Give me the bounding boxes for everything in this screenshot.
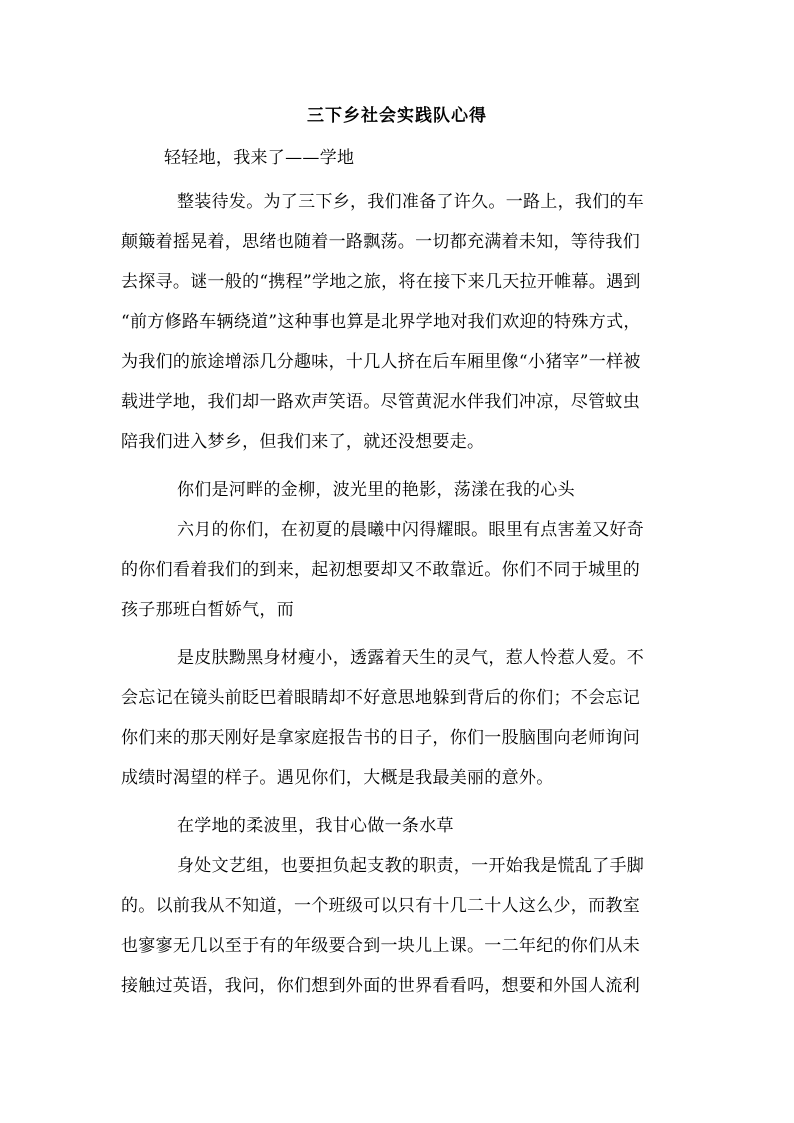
paragraph-line: 陪我们进入梦乡，但我们来了，就还没想要走。: [121, 432, 485, 452]
paragraph-line: 是皮肤黝黑身材瘦小，透露着天生的灵气，惹人怜惹人爱。不: [177, 648, 645, 668]
paragraph-line: 成绩时渴望的样子。遇见你们，大概是我最美丽的意外。: [121, 768, 554, 788]
section-heading: 在学地的柔波里，我甘心做一条水草: [177, 816, 454, 836]
paragraph-line: 载进学地，我们却一路欢声笑语。尽管黄泥水伴我们冲凉，尽管蚊虫: [121, 392, 640, 412]
paragraph-line: 为我们的旅途增添几分趣味，十几人挤在后车厢里像“小猪宰”一样被: [121, 352, 641, 372]
section-heading: 轻轻地，我来了——学地: [164, 148, 355, 168]
paragraph-line: “前方修路车辆绕道”这种事也算是北界学地对我们欢迎的特殊方式，: [121, 312, 641, 332]
paragraph-line: 颠簸着摇晃着，思绪也随着一路飘荡。一切都充满着未知，等待我们: [121, 232, 640, 252]
document-title: 三下乡社会实践队心得: [307, 106, 487, 126]
paragraph-line: 身处文艺组，也要担负起支教的职责，一开始我是慌乱了手脚: [177, 856, 645, 876]
paragraph-line: 的你们看着我们的到来，起初想要却又不敢靠近。你们不同于城里的: [121, 560, 640, 580]
paragraph-line: 你们来的那天刚好是拿家庭报告书的日子，你们一股脑围向老师询问: [121, 728, 640, 748]
paragraph-line: 也寥寥无几以至于有的年级要合到一块儿上课。一二年纪的你们从未: [121, 936, 640, 956]
paragraph-line: 会忘记在镜头前眨巴着眼睛却不好意思地躲到背后的你们；不会忘记: [121, 688, 640, 708]
paragraph-line: 六月的你们，在初夏的晨曦中闪得耀眼。眼里有点害羞又好奇: [177, 520, 645, 540]
paragraph-line: 孩子那班白皙娇气，而: [121, 600, 294, 620]
paragraph-line: 去探寻。谜一般的“携程”学地之旅，将在接下来几天拉开帷幕。遇到: [121, 272, 641, 292]
paragraph-line: 接触过英语，我问，你们想到外面的世界看看吗，想要和外国人流利: [121, 976, 640, 996]
paragraph-line: 的。以前我从不知道，一个班级可以只有十几二十人这么少，而教室: [121, 896, 640, 916]
paragraph-line: 整装待发。为了三下乡，我们准备了许久。一路上，我们的车: [177, 192, 645, 212]
section-heading: 你们是河畔的金柳，波光里的艳影，荡漾在我的心头: [177, 480, 575, 500]
